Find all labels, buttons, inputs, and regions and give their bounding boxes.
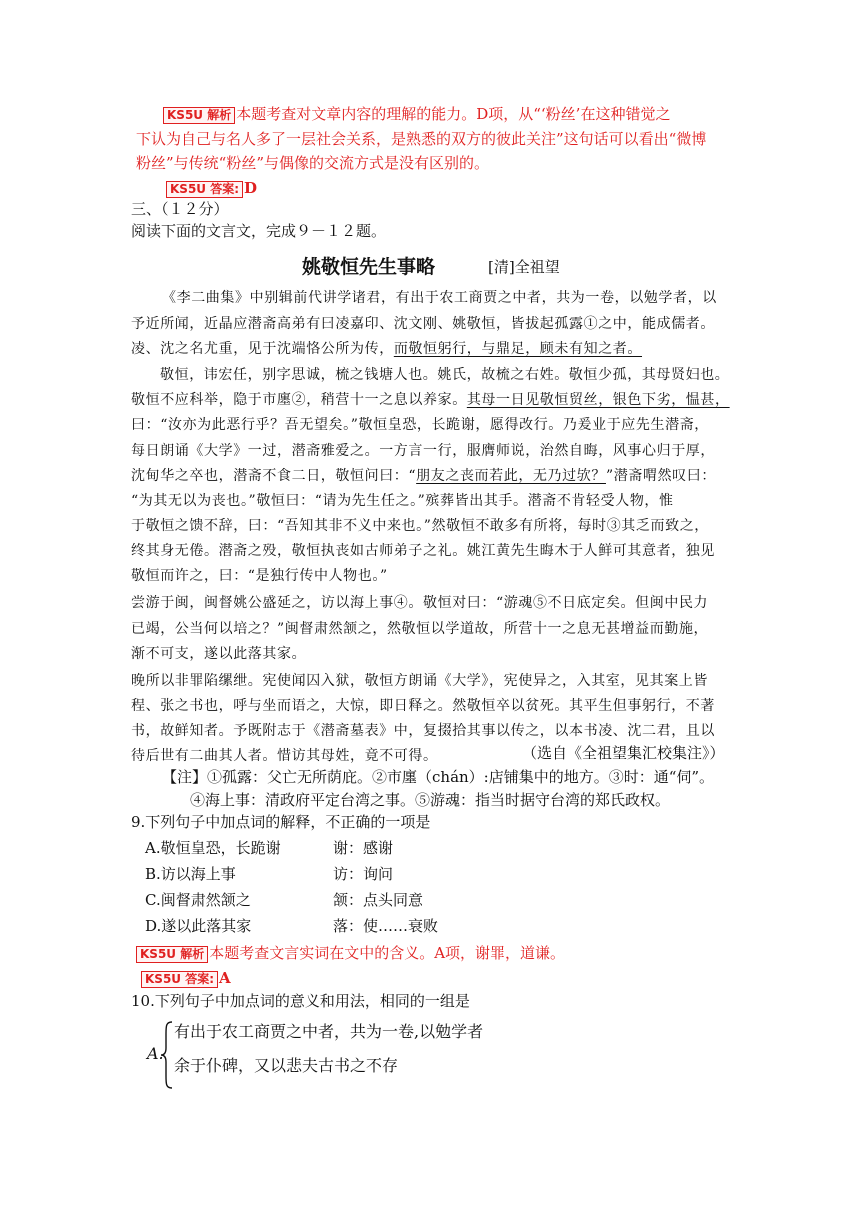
question-10-option-label: A. [147, 1044, 164, 1063]
article-line: 《李二曲集》中别辑前代讲学诸君，有出于农工商贾之中者，共为一卷，以勉学者，以 [162, 290, 717, 306]
question-9-stem: 9.下列句子中加点词的解释，不正确的一项是 [131, 813, 431, 831]
article-line: 书，故鲜知者。予既附志于《潜斋墓表》中，复掇拾其事以传之，以本书凌、沈二君，且以 [131, 723, 715, 739]
underlined-sentence: 而敬恒躬行，与鼎足，顾未有知之者。 [393, 341, 643, 357]
article-line: “为其无以为丧也。”敬恒曰：“请为先生任之。”殡葬皆出其手。潜斋不肯轻受人物，惟 [131, 493, 674, 509]
article-line: 待后世有二曲其人者。惜访其母姓，竟不可得。 [131, 748, 438, 764]
question-10-stem: 10.下列句子中加点词的意义和用法，相同的一组是 [131, 992, 470, 1010]
analysis-line-1: KS5U 解析 本题考查对文章内容的理解的能力。D项，从“‘粉丝’在这种错觉之 [163, 104, 670, 124]
left-brace-icon [160, 1020, 174, 1090]
question-9-option-c-explanation: 颔：点头同意 [333, 891, 424, 909]
article-line: 敬恒，讳宏任，别字思诚，梳之钱塘人也。姚氏，故梳之右姓。敬恒少孤，其母贤妇也。 [160, 367, 730, 383]
article-line: 沈甸华之卒也，潜斋不食二日，敬恒问曰：“朋友之丧而若此，无乃过欤？”潜斋喟然叹曰： [131, 468, 716, 484]
answer-line-1: KS5U 答案: D [166, 178, 257, 198]
article-title: 姚敬恒先生事略 [302, 256, 436, 278]
ks5u-analysis-tag: KS5U 解析 [136, 946, 208, 963]
section-instruction: 阅读下面的文言文，完成９－１２题。 [131, 222, 387, 240]
question-9-option-b-explanation: 访：询问 [333, 865, 394, 883]
question-9-option-a-explanation: 谢：感谢 [333, 839, 394, 857]
question-9-option-a: A.敬恒皇恐，长跪谢 [145, 839, 281, 857]
question-9-option-d: D.遂以此落其家 [145, 917, 252, 935]
question-9-option-c: C.闽督肃然颔之 [145, 891, 251, 909]
question-9-option-d-explanation: 落：使……衰败 [333, 917, 439, 935]
analysis-line-2: 下认为自己与名人多了一层社会关系，是熟悉的双方的彼此关注”这句话可以看出“微博 [136, 130, 707, 148]
article-line: 晚所以非罪陷缧绁。宪使闻囚入狱，敬恒方朗诵《大学》，宪使异之，入其室，见其案上皆 [131, 673, 708, 689]
question-9-option-b: B.访以海上事 [145, 865, 236, 883]
article-line: 凌、沈之名尤重，见于沈端恪公所为传，而敬恒躬行，与鼎足，顾未有知之者。 [131, 341, 643, 357]
notes-line-2: ④海上事：清政府平定台湾之事。⑤游魂：指当时据守台湾的郑氏政权。 [190, 791, 671, 809]
article-line: 程、张之书也，呼与坐而语之，大惊，即日释之。然敬恒卒以贫死。其平生但事躬行，不著 [131, 698, 715, 714]
underlined-sentence: 其母一日见敬恒贸丝，银色下劣，愠甚， [466, 392, 730, 408]
article-line: 尝游于闽，闽督姚公盛延之，访以海上事④。敬恒对曰：“游魂⑤不日底定矣。但闽中民力 [131, 595, 709, 611]
article-line: 敬恒不应科举，隐于市廛②，稍营十一之息以养家。其母一日见敬恒贸丝，银色下劣，愠甚， [131, 392, 730, 408]
article-line: 每日朗诵《大学》一过，潜斋雅爱之。一方言一行，服膺师说，治然自晦，风事心归于厚， [131, 443, 715, 459]
ks5u-answer-tag: KS5U 答案: [166, 181, 243, 198]
article-line: 已竭，公当何以培之？”闽督肃然颔之，然敬恒以学道故，所营十一之息无甚增益而勤施， [131, 621, 709, 637]
article-source: （选自《全祖望集汇校集注》） [522, 744, 725, 762]
analysis-line-4: KS5U 解析 本题考查文言实词在文中的含义。A项，谢罪，道谦。 [136, 943, 565, 963]
section-heading: 三、（１２分） [131, 200, 229, 218]
ks5u-analysis-tag: KS5U 解析 [163, 107, 235, 124]
notes-line-1: 【注】①孤露：父亡无所荫庇。②市廛（chán）:店铺集中的地方。③时：通“伺”。 [162, 768, 715, 786]
article-line: 曰：“汝亦为此恶行乎？吾无望矣。”敬恒皇恐，长跪谢，愿得改行。乃爰业于应先生潜斋， [131, 417, 709, 433]
article-line: 终其身无倦。潜斋之殁，敬恒执丧如古师弟子之礼。姚江黄先生晦木于人鲜可其意者，独见 [131, 543, 715, 559]
ks5u-answer-tag: KS5U 答案: [141, 971, 218, 988]
article-line: 予近所闻，近晶应潜斋高弟有曰凌嘉印、沈文刚、姚敬恒，皆拔起孤露①之中，能成儒者。 [131, 316, 715, 332]
underlined-sentence: 朋友之丧而若此，无乃过欤？ [416, 468, 606, 484]
analysis-line-3: 粉丝”与传统“粉丝”与偶像的交流方式是没有区别的。 [136, 154, 490, 172]
article-line: 敬恒而许之，曰：“是独行传中人物也。” [131, 568, 388, 584]
question-10-sentence-2: 余于仆碑，又以悲夫古书之不存 [174, 1056, 399, 1075]
article-author: [清]全祖望 [488, 258, 560, 276]
question-10-sentence-1: 有出于农工商贾之中者，共为一卷,以勉学者 [174, 1022, 484, 1041]
article-line: 于敬恒之馈不辞，曰：“吾知其非不义中来也。”然敬恒不敢多有所将，每时③其乏而致之， [131, 518, 709, 534]
answer-line-2: KS5U 答案: A [141, 968, 231, 988]
article-line: 渐不可支，遂以此落其家。 [131, 646, 307, 662]
